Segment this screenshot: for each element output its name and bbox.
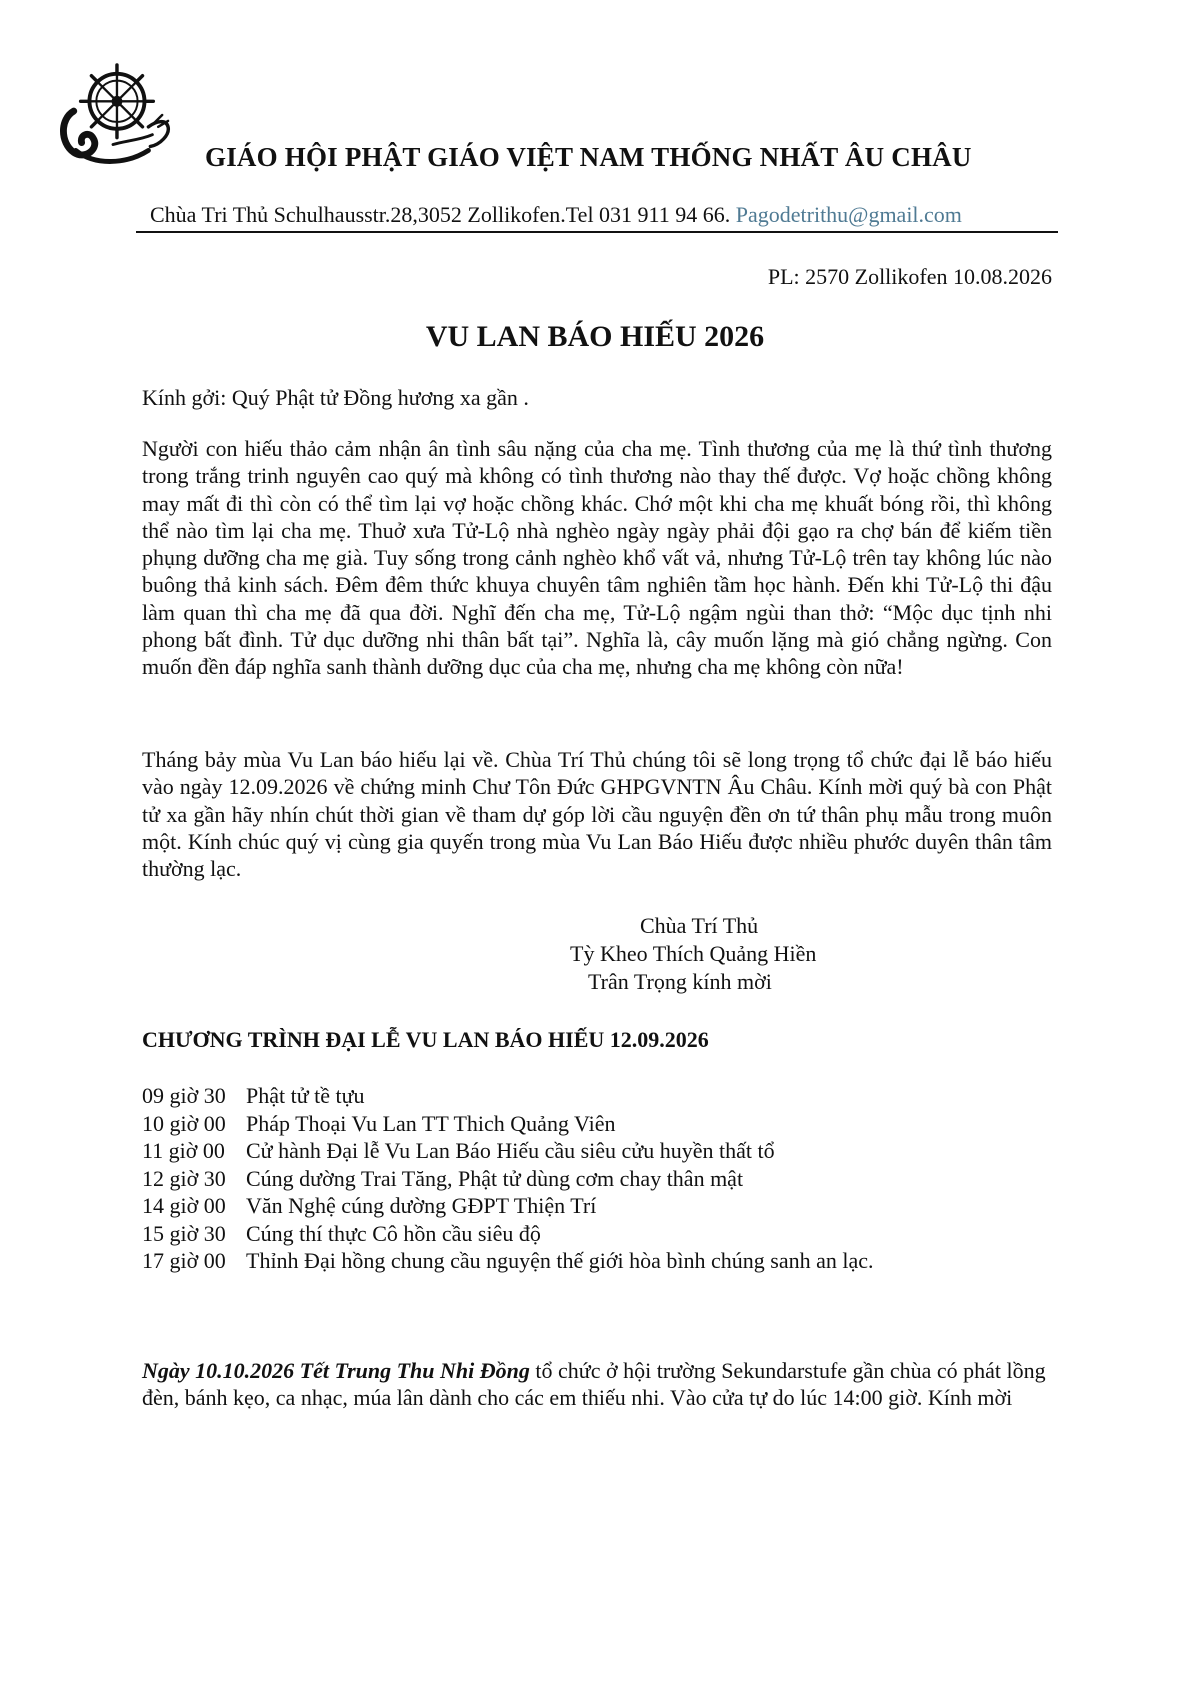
schedule-item: [142, 1082, 873, 1110]
schedule-activity: Văn Nghệ cúng dường GĐPT Thiện Trí: [246, 1193, 597, 1218]
paragraph-2: Tháng bảy mùa Vu Lan báo hiếu lại về. Chùa Trí Thủ chúng tôi sẽ long trọng tổ chức đại lễ báo hiếu vào ngày 12.09.2026 về chứng minh Chư Tôn Đức GHPGVNTN Âu Châu. Kính mời quý bà con Phật tử xa gần hãy nhín chút thời gian về tham dự góp lời cầu nguyện đền ơn tứ thân phụ mẫu trong muôn một. Kính chúc quý vị cùng gia quyến trong mùa Vu Lan Báo Hiếu được nhiều phước duyên thân tâm thường lạc.: [142, 747, 1052, 882]
schedule-time: 12 giờ 30: [142, 1165, 226, 1191]
mid-autumn-event-name: Ngày 10.10.2026 Tết Trung Thu Nhi Đồng: [142, 1358, 530, 1383]
schedule-time: 14 giờ 00: [142, 1193, 226, 1218]
signature-monk: Tỳ Kheo Thích Quảng Hiền: [570, 941, 817, 966]
date-line: PL: 2570 Zollikofen 10.08.2026: [767, 264, 1052, 289]
schedule-item: [142, 1192, 873, 1220]
program-schedule: [142, 1082, 873, 1275]
mid-autumn-details: tổ chức ở hội trường Sekundarstufe gần chùa có phát lồng đèn, bánh kẹo, ca nhạc, múa lân dành cho các em thiếu nhi. Vào cửa tự do lúc 14:00 giờ. Kính mời: [142, 1358, 1046, 1411]
schedule-time: 15 giờ 30: [142, 1220, 226, 1246]
schedule-time: 11 giờ 00: [142, 1138, 225, 1163]
greeting: Kính gởi: Quý Phật tử Đồng hương xa gần .: [142, 385, 529, 410]
address-text: Chùa Tri Thủ Schulhausstr.28,3052 Zollikofen.Tel 031 911 94 66.: [150, 202, 731, 227]
organization-name: GIÁO HỘI PHẬT GIÁO VIỆT NAM THỐNG NHẤT ÂU CHÂU: [205, 142, 972, 172]
program-title: CHƯƠNG TRÌNH ĐẠI LỄ VU LAN BÁO HIẾU 12.09.2026: [142, 1027, 709, 1052]
schedule-time: 17 giờ 00: [142, 1248, 226, 1273]
letter-title: VU LAN BÁO HIẾU 2026: [425, 320, 765, 353]
email-link[interactable]: Pagodetrithu@gmail.com: [735, 202, 962, 227]
schedule-time: 09 giờ 30: [142, 1083, 226, 1108]
signature-closing: Trân Trọng kính mời: [588, 969, 772, 994]
contact-line: [150, 202, 962, 228]
signature-temple: Chùa Trí Thủ: [640, 913, 759, 938]
schedule-activity: Pháp Thoại Vu Lan TT Thich Quảng Viên: [246, 1110, 616, 1136]
schedule-item: [142, 1220, 873, 1248]
dharma-wheel-lotus-hand-icon: [56, 62, 174, 174]
schedule-item: [142, 1247, 873, 1275]
schedule-activity: Cử hành Đại lễ Vu Lan Báo Hiếu cầu siêu cửu huyền thất tổ: [246, 1138, 775, 1163]
paragraph-1: Người con hiếu thảo cảm nhận ân tình sâu nặng của cha mẹ. Tình thương của mẹ là thứ tình thương trong trắng trinh nguyên cao quý mà không có tình thương nào thay thế được. Vợ hoặc chồng không may mất đi thì còn có thể tìm lại vợ hoặc chồng khác. Chớ một khi cha mẹ khuất bóng rồi, thì không thể nào tìm lại cha mẹ. Thuở xưa Tử-Lộ nhà nghèo ngày ngày phải đội gạo ra chợ bán để kiếm tiền phụng dưỡng cha mẹ già. Tuy sống trong cảnh nghèo khổ vất vả, nhưng Tử-Lộ trên tay không lúc nào buông thả kinh sách. Đêm đêm thức khuya chuyên tâm nghiên tầm học hành. Đến khi Tử-Lộ thi đậu làm quan thì cha mẹ đã qua đời. Nghĩ đến cha mẹ, Tử-Lộ ngậm ngùi than thở: “Mộc dục tịnh nhi phong bất đình. Tử dục dưỡng nhi thân bất tại”. Nghĩa là, cây muốn lặng mà gió chẳng ngừng. Con muốn đền đáp nghĩa sanh thành dưỡng dục của cha mẹ, nhưng cha mẹ không còn nữa!: [142, 436, 1052, 680]
schedule-activity: Cúng thí thực Cô hồn cầu siêu độ: [246, 1220, 541, 1246]
schedule-activity: Thỉnh Đại hồng chung cầu nguyện thế giới hòa bình chúng sanh an lạc.: [246, 1248, 874, 1273]
schedule-activity: Cúng dường Trai Tăng, Phật tử dùng cơm chay thân mật: [246, 1165, 744, 1191]
schedule-activity: Phật tử tề tựu: [246, 1083, 365, 1108]
mid-autumn-notice: [142, 1357, 1052, 1412]
schedule-time: 10 giờ 00: [142, 1110, 226, 1136]
schedule-item: [142, 1165, 873, 1193]
header-divider: [136, 231, 1058, 233]
schedule-item: [142, 1110, 873, 1138]
schedule-item: [142, 1137, 873, 1165]
